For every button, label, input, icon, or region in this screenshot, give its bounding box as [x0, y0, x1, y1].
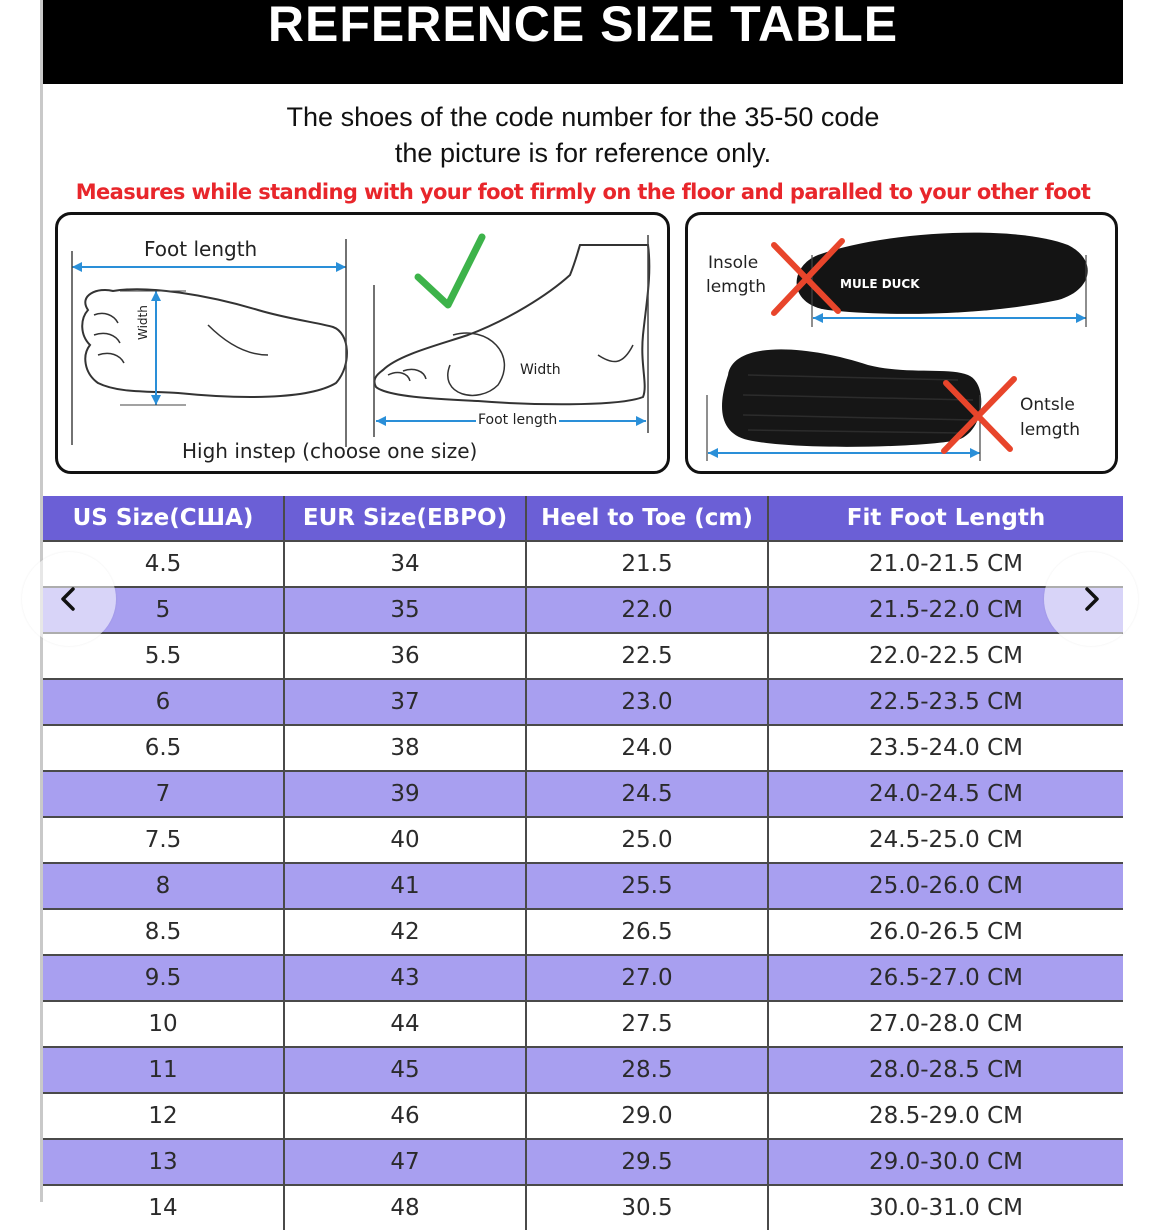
heel-to-toe-cell: 23.0	[527, 680, 769, 724]
outsole-label-1: Ontsle	[1020, 395, 1075, 415]
fit-foot-length-cell: 28.5-29.0 CM	[869, 1103, 1023, 1129]
us-size-cell: 10	[43, 1002, 285, 1046]
table-row	[43, 634, 1123, 680]
fit-foot-length-cell: 21.5-22.0 CM	[869, 597, 1023, 623]
width-label: Width	[520, 362, 561, 378]
heel-to-toe-cell: 29.0	[527, 1094, 769, 1138]
eur-size-cell: 40	[285, 818, 527, 862]
table-row	[43, 1094, 1123, 1140]
insole-label-2: lemgth	[706, 277, 766, 297]
us-size-cell: 7.5	[43, 818, 285, 862]
heel-to-toe-cell: 21.5	[527, 542, 769, 586]
size-chart-image	[40, 0, 1123, 1221]
eur-size-cell: 47	[285, 1140, 527, 1184]
fit-foot-length-cell: 24.0-24.5 CM	[869, 781, 1023, 807]
fit-foot-length-cell: 22.0-22.5 CM	[869, 643, 1023, 669]
us-size-cell: 4.5	[43, 542, 285, 586]
chevron-right-icon	[1077, 585, 1105, 613]
header-fit-foot-length: Fit Foot Length	[846, 505, 1046, 531]
us-size-cell: 11	[43, 1048, 285, 1092]
high-instep-label: High instep (choose one size)	[182, 439, 478, 463]
previous-image-button[interactable]	[22, 552, 116, 646]
table-row	[43, 772, 1123, 818]
foot-length-label: Foot length	[144, 237, 258, 261]
sole-diagram-panel	[685, 212, 1118, 474]
us-size-cell: 14	[43, 1186, 285, 1230]
eur-size-cell: 45	[285, 1048, 527, 1092]
heel-to-toe-cell: 27.0	[527, 956, 769, 1000]
us-size-cell: 8	[43, 864, 285, 908]
table-row	[43, 1048, 1123, 1094]
us-size-cell: 9.5	[43, 956, 285, 1000]
table-row	[43, 956, 1123, 1002]
table-row	[43, 542, 1123, 588]
table-row	[43, 588, 1123, 634]
eur-size-cell: 36	[285, 634, 527, 678]
next-image-button[interactable]	[1044, 552, 1138, 646]
table-row	[43, 726, 1123, 772]
heel-to-toe-cell: 29.5	[527, 1140, 769, 1184]
heel-to-toe-cell: 30.5	[527, 1186, 769, 1230]
page-title: REFERENCE SIZE TABLE	[267, 0, 899, 52]
fit-foot-length-cell: 28.0-28.5 CM	[869, 1057, 1023, 1083]
table-row	[43, 1002, 1123, 1048]
us-size-cell: 12	[43, 1094, 285, 1138]
heel-to-toe-cell: 22.5	[527, 634, 769, 678]
heel-to-toe-cell: 24.0	[527, 726, 769, 770]
header-us-size: US Size(США)	[43, 496, 285, 540]
eur-size-cell: 41	[285, 864, 527, 908]
insole-label-1: Insole	[708, 253, 759, 273]
checkmark-icon	[418, 237, 482, 305]
us-size-cell: 6.5	[43, 726, 285, 770]
us-size-cell: 6	[43, 680, 285, 724]
table-row	[43, 818, 1123, 864]
side-foot-length-label: Foot length	[478, 412, 558, 428]
fit-foot-length-cell: 29.0-30.0 CM	[869, 1149, 1023, 1175]
fit-foot-length-cell: 24.5-25.0 CM	[869, 827, 1023, 853]
eur-size-cell: 37	[285, 680, 527, 724]
width-vertical-label: Width	[136, 305, 150, 340]
heel-to-toe-cell: 25.0	[527, 818, 769, 862]
intro-line-2: the picture is for reference only.	[394, 138, 772, 168]
header-eur-size: EUR Size(EBPO)	[285, 496, 527, 540]
heel-to-toe-cell: 25.5	[527, 864, 769, 908]
chevron-left-icon	[55, 585, 83, 613]
eur-size-cell: 44	[285, 1002, 527, 1046]
foot-diagram-panel	[55, 212, 670, 474]
eur-size-cell: 35	[285, 588, 527, 632]
us-size-cell: 13	[43, 1140, 285, 1184]
eur-size-cell: 43	[285, 956, 527, 1000]
us-size-cell: 5	[43, 588, 285, 632]
heel-to-toe-cell: 26.5	[527, 910, 769, 954]
table-header-row	[43, 496, 1123, 542]
intro-line-1: The shoes of the code number for the 35-50 code	[286, 102, 880, 132]
eur-size-cell: 34	[285, 542, 527, 586]
heel-to-toe-cell: 27.5	[527, 1002, 769, 1046]
brand-label: MULE DUCK	[840, 277, 920, 291]
us-size-cell: 7	[43, 772, 285, 816]
fit-foot-length-cell: 30.0-31.0 CM	[869, 1195, 1023, 1221]
table-row	[43, 864, 1123, 910]
heel-to-toe-cell: 28.5	[527, 1048, 769, 1092]
fit-foot-length-cell: 21.0-21.5 CM	[869, 551, 1023, 577]
outsole-label-2: lemgth	[1020, 420, 1080, 440]
heel-to-toe-cell: 22.0	[527, 588, 769, 632]
fit-foot-length-cell: 23.5-24.0 CM	[869, 735, 1023, 761]
fit-foot-length-cell: 22.5-23.5 CM	[869, 689, 1023, 715]
table-row	[43, 1140, 1123, 1186]
table-row	[43, 680, 1123, 726]
eur-size-cell: 48	[285, 1186, 527, 1230]
eur-size-cell: 39	[285, 772, 527, 816]
title-bar	[43, 0, 1123, 84]
measure-note: Measures while standing with your foot firmly on the floor and paralled to your other foot	[75, 180, 1091, 204]
us-size-cell: 5.5	[43, 634, 285, 678]
size-table	[43, 496, 1123, 1230]
eur-size-cell: 42	[285, 910, 527, 954]
table-row	[43, 910, 1123, 956]
eur-size-cell: 46	[285, 1094, 527, 1138]
fit-foot-length-cell: 26.0-26.5 CM	[869, 919, 1023, 945]
fit-foot-length-cell: 27.0-28.0 CM	[869, 1011, 1023, 1037]
fit-foot-length-cell: 26.5-27.0 CM	[869, 965, 1023, 991]
header-heel-to-toe: Heel to Toe (cm)	[527, 496, 769, 540]
fit-foot-length-cell: 25.0-26.0 CM	[869, 873, 1023, 899]
heel-to-toe-cell: 24.5	[527, 772, 769, 816]
us-size-cell: 8.5	[43, 910, 285, 954]
eur-size-cell: 38	[285, 726, 527, 770]
table-row	[43, 1186, 1123, 1230]
